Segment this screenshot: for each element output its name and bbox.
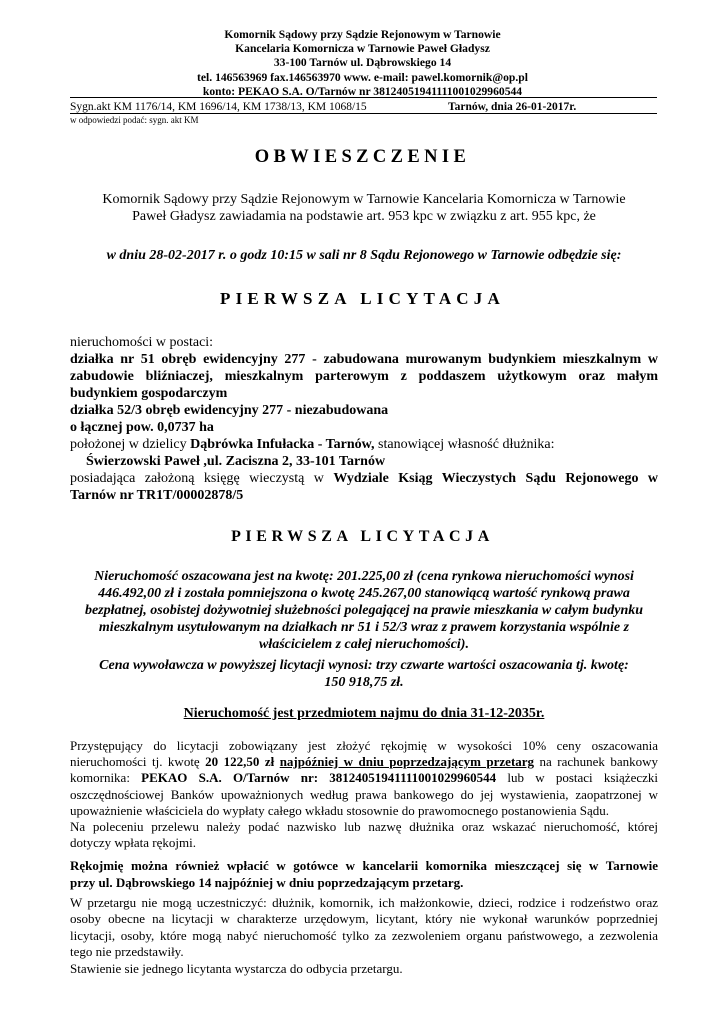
property-intro: nieruchomości w postaci: [70,335,214,350]
exclusions-line: W przetargu nie mogą uczestniczyć: dłużnik, komornik, ich małżonkowie, dzieci, rodzice i rodzeństwo oraz [70,895,658,910]
intro-line: Komornik Sądowy przy Sądzie Rejonowym w Tarnowie Kancelaria Komornicza w Tarnowie [102,192,626,207]
place-date: Tarnów, dnia 26-01-2017r. [448,101,577,113]
case-reference-row [70,100,660,114]
valuation-line: właścicielem z całej nieruchomości). [259,637,469,652]
deposit-text: lub w postaci książeczki [496,770,658,786]
deposit-line: Przystępujący do licytacji zobowiązany jest złożyć rękojmię w wysokości 10% ceny oszacowania [70,738,658,753]
deposit-text: nieruchomości tj. kwotę [70,754,206,770]
deposit-line: oszczędnościowej Banków upoważnionych według prawa bankowego do jej wystawienia, zaopatrzonej w [70,786,658,802]
cash-line: przy ul. Dąbrowskiego 14 najpóźniej w dniu poprzedzającym przetarg. [70,875,464,890]
cash-deposit-paragraph [70,857,658,891]
auction-title: PIERWSZA LICYTACJA [220,289,505,308]
auction-title-repeat: PIERWSZA LICYTACJA [231,528,494,545]
intro-paragraph [70,191,658,225]
document-title: OBWIESZCZENIE [254,147,471,167]
valuation-paragraph [70,568,658,653]
reference-divider [70,113,657,114]
header-line-account: konto: PEKAO S.A. O/Tarnów nr 38124051941111001029960544 [202,84,523,98]
header-line-chancellery: Kancelaria Komornicza w Tarnowie Paweł Gładysz [235,42,490,56]
location-suffix: stanowiącej własność dłużnika: [374,437,555,452]
cash-line: Rękojmię można również wpłacić w gotówce w kancelarii komornika mieszczącej się w Tarnowie [70,858,658,873]
location-line [70,436,658,453]
exclusions-line: osoby obecne na licytacji w charakterze urzędowym, licytant, który nie wykonał warunków poprzedniej [70,911,658,927]
deposit-text: na rachunek bankowy [534,754,659,770]
land-register-line [70,470,658,487]
header-line-address: 33-100 Tarnów ul. Dąbrowskiego 14 [273,56,452,70]
header-line-contact: tel. 146563969 fax.146563970 www. e-mail: pawel.komornik@op.pl [197,70,528,84]
reply-note: w odpowiedzi podać: sygn. akt KM [70,115,199,125]
land-register-number: Tarnów nr TR1T/00002878/5 [70,488,244,503]
valuation-line: bezpłatnej, osobistej dożywotniej służebności polegającej na prawie mieszkania w całym budynku [84,603,644,618]
property-description [70,334,658,504]
deposit-line [70,770,658,786]
deposit-amount: 20 122,50 [205,754,260,770]
deposit-text: komornika: [70,770,142,786]
header-divider [70,97,657,98]
intro-line: Paweł Gładysz zawiadamia na podstawie art. 953 kpc w związku z art. 955 kpc, że [132,209,596,224]
lease-note: Nieruchomość jest przedmiotem najmu do dnia 31-12-2035r. [183,706,545,721]
deposit-deadline: najpóźniej w dniu poprzedzającym przetarg [279,754,535,770]
location-name: Dąbrówka Infułacka - Tarnów, [190,437,375,452]
exclusions-line: tego nie przedstawiły. [70,944,184,960]
bailiff-header [0,28,725,99]
exclusions-line: licytacji, osoby, które mogą nabyć nieruchomość tylko za zezwoleniem organu państwowego, a zezwolenia [70,927,658,943]
deposit-line: upoważnienie właściciela do wypłaty całego wkładu stosownie do prawomocnego postanowienia Sądu. [70,802,609,818]
plot-52-line: działka 52/3 obręb ewidencyjny 277 - niezabudowana [70,403,389,418]
deposit-line: dotyczy wpłata rękojmi. [70,835,196,851]
call-price-paragraph [70,657,658,691]
case-numbers: Sygn.akt KM 1176/14, KM 1696/14, KM 1738/13, KM 1068/15 [70,101,367,113]
plot-51-line: zabudowie bliźniaczej, mieszkalnym parterowym z poddaszem użytkowym oraz małym [70,369,658,384]
plot-51-line: budynkiem gospodarczym [70,386,228,401]
debtor-line: Świerzowski Paweł ,ul. Zaciszna 2, 33-101 Tarnów [86,454,386,469]
deposit-paragraph [70,738,658,851]
auction-date-line: w dniu 28-02-2017 r. o godz 10:15 w sali nr 8 Sądu Rejonowego w Tarnowie odbędzie się: [106,248,622,263]
exclusions-paragraph [70,895,658,977]
plot-51-line: działka nr 51 obręb ewidencyjny 277 - zabudowana murowanym budynkiem mieszkalnym w [70,352,658,367]
location-prefix: położonej w dzielicy [70,437,191,452]
deposit-currency: zł [259,754,280,770]
valuation-line: Nieruchomość oszacowana jest na kwotę: 201.225,00 zł (cena rynkowa nieruchomości wynosi [94,569,634,584]
deposit-line: Na poleceniu przelewu należy podać nazwisko lub nazwę dłużnika oraz wskazać nieruchomość, której [70,819,658,835]
total-area: o łącznej pow. 0,0737 ha [70,420,214,435]
valuation-line: 446.492,00 zł i została pomniejszona o kwotę 245.267,00 stanowiącą wartość rynkową prawa [98,586,630,601]
land-register-prefix: posiadająca założoną księgę wieczystą w [70,471,334,486]
land-register-court: Wydziale Ksiąg Wieczystych Sądu Rejonowego w [333,471,658,486]
deposit-bank-account: PEKAO S.A. O/Tarnów nr: 38124051941111001029960544 [141,770,497,786]
deposit-line [70,754,658,770]
exclusions-line: Stawienie sie jednego licytanta wystarcza do odbycia przetargu. [70,960,403,976]
header-line-office: Komornik Sądowy przy Sądzie Rejonowym w Tarnowie [224,28,501,41]
valuation-line: mieszkalnym usytułowanym na działkach nr 51 i 52/3 wraz z prawem korzystania wspólnie z [98,620,630,635]
call-price-amount: 150 918,75 zł. [324,675,404,690]
call-price-line: Cena wywoławcza w powyższej licytacji wynosi: trzy czwarte wartości oszacowania tj. kwotę: [99,658,629,673]
